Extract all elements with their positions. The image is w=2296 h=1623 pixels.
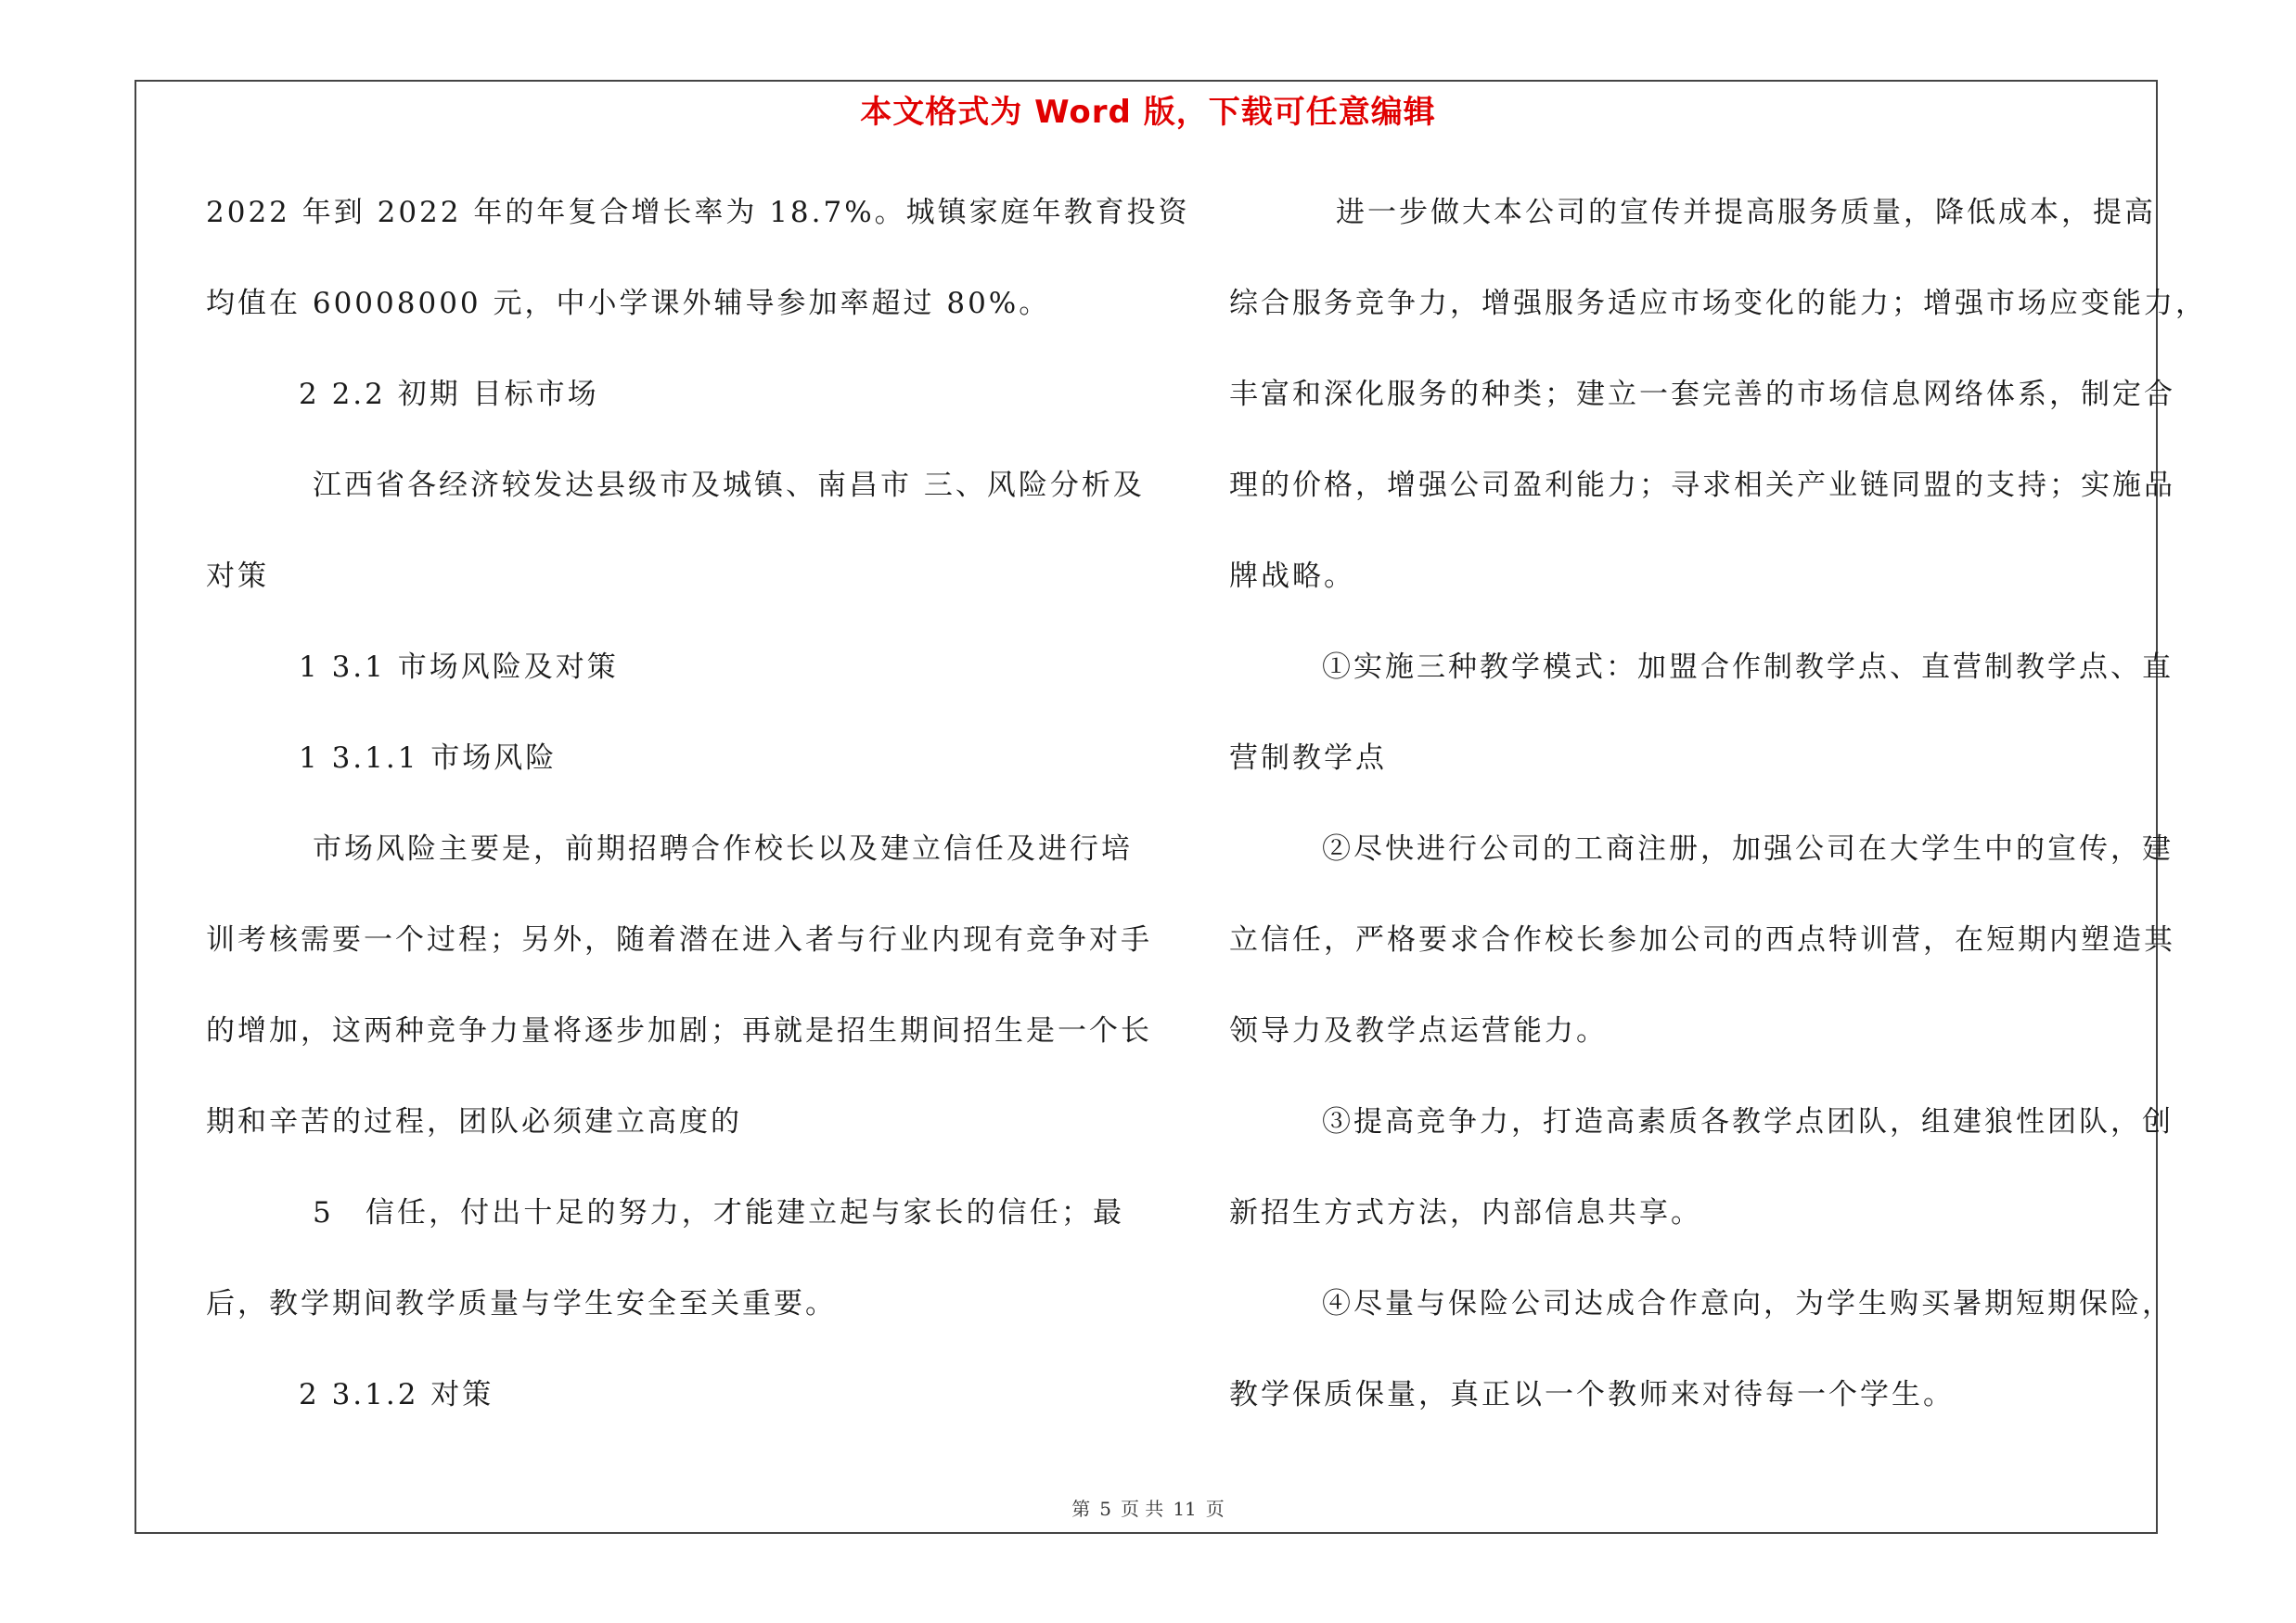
format-notice-banner: 本文格式为 Word 版，下载可任意编辑 [860, 94, 1436, 131]
paragraph-line: 5 信任，付出十足的努力，才能建立起与家长的信任；最 [313, 1196, 1124, 1230]
right-text-column [1229, 182, 2207, 1455]
current-page-number: 5 [1099, 1498, 1111, 1520]
list-item: ③提高竞争力，打造高素质各教学点团队，组建狼性团队，创 [1322, 1105, 2174, 1139]
paragraph-line: 新招生方式方法，内部信息共享。 [1229, 1196, 1702, 1230]
paragraph-line: 江西省各经济较发达县级市及城镇、南昌市 三、风险分析及 [313, 469, 1145, 502]
paragraph-line: 对策 [206, 560, 269, 593]
paragraph-line: 期和辛苦的过程，团队必须建立高度的 [206, 1105, 742, 1139]
paragraph-line: 的增加，这两种竞争力量将逐步加剧；再就是招生期间招生是一个长 [206, 1014, 1152, 1048]
section-heading: 1 3.1 市场风险及对策 [299, 650, 619, 684]
total-page-number: 11 [1173, 1498, 1197, 1520]
paragraph-line: 牌战略。 [1229, 560, 1355, 593]
paragraph-line: 领导力及教学点运营能力。 [1229, 1014, 1608, 1048]
paragraph-line: 2022 年到 2022 年的年复合增长率为 18.7%。城镇家庭年教育投资 [206, 196, 1190, 229]
list-item: ①实施三种教学模式：加盟合作制教学点、直营制教学点、直 [1322, 650, 2174, 684]
paragraph-line: 均值在 60008000 元，中小学课外辅导参加率超过 80%。 [206, 287, 1051, 320]
list-item: ④尽量与保险公司达成合作意向，为学生购买暑期短期保险， [1322, 1287, 2174, 1320]
paragraph-line: 立信任，严格要求合作校长参加公司的西点特训营，在短期内塑造其 [1229, 923, 2175, 957]
paragraph-line: 营制教学点 [1229, 741, 1387, 775]
paragraph-line: 综合服务竞争力，增强服务适应市场变化的能力；增强市场应变能力， [1229, 287, 2207, 320]
page-number-footer [0, 1494, 2296, 1521]
left-text-column [206, 182, 1190, 1455]
page-mid: 页 共 [1120, 1498, 1164, 1520]
paragraph-line: 市场风险主要是，前期招聘合作校长以及建立信任及进行培 [313, 832, 1133, 866]
paragraph-line: 进一步做大本公司的宣传并提高服务质量，降低成本，提高 [1336, 196, 2156, 229]
section-heading: 2 3.1.2 对策 [299, 1378, 494, 1411]
paragraph-line: 后，教学期间教学质量与学生安全至关重要。 [206, 1287, 837, 1320]
paragraph-line: 理的价格，增强公司盈利能力；寻求相关产业链同盟的支持；实施品 [1229, 469, 2175, 502]
paragraph-line: 教学保质保量，真正以一个教师来对待每一个学生。 [1229, 1378, 1955, 1411]
page-suffix: 页 [1205, 1498, 1225, 1520]
page-prefix: 第 [1071, 1498, 1091, 1520]
section-heading: 2 2.2 初期 目标市场 [299, 378, 599, 411]
paragraph-line: 训考核需要一个过程；另外，随着潜在进入者与行业内现有竞争对手 [206, 923, 1152, 957]
paragraph-line: 丰富和深化服务的种类；建立一套完善的市场信息网络体系，制定合 [1229, 378, 2175, 411]
list-item: ②尽快进行公司的工商注册，加强公司在大学生中的宣传，建 [1322, 832, 2174, 866]
section-heading: 1 3.1.1 市场风险 [299, 741, 558, 775]
